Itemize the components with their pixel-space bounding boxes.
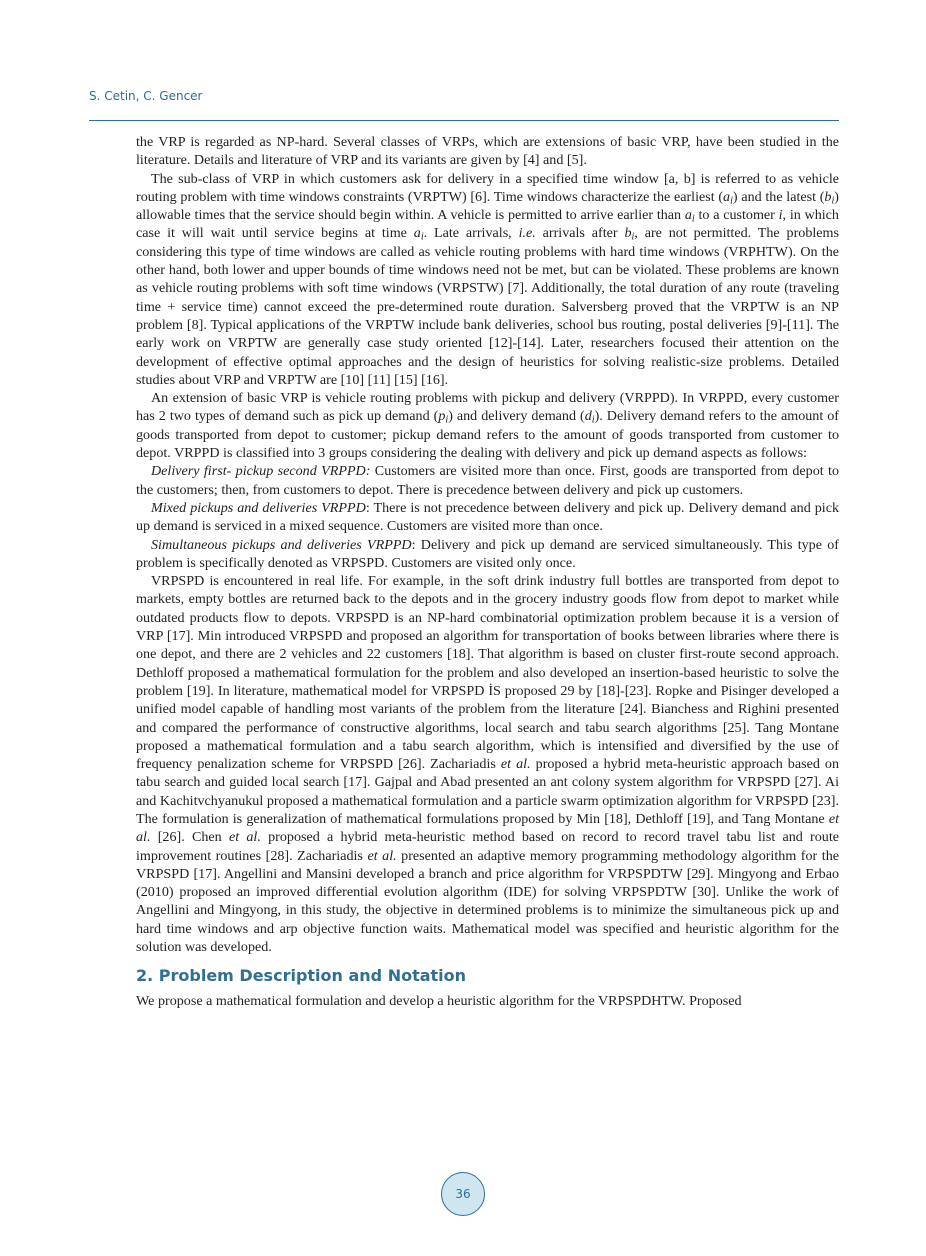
page-number: 36 — [455, 1187, 471, 1201]
paragraph-6: Simultaneous pickups and deliveries VRPPD: Delivery and pick up demand are serviced simultaneously. This type of problem is specifically denoted as VRPSPD. Customers are visited only once. — [136, 536, 839, 571]
paragraph-2: The sub-class of VRP in which customers ask for delivery in a specified time window [a, b] is referred to as vehicle routing problem with time windows constraints (VRPTW) [6]. Time windows characterize the earliest $(a_i)$ and the latest $(b_i)$ allowable times that the service should begin within. A vehicle is permitted to arrive earlier than $a_i$ to a customer i, in which case it will wait until service begins at time $a_i$. Late arrivals, i.e. arrivals after $b_i$, are not permitted. The problems considering this type of time windows are called as vehicle routing problems with hard time windows (VRPHTW). On the other hand, both lower and upper bounds of time windows need not be met, but can be violated. These problems are known as vehicle routing problems with soft time windows (VRPSTW) [7]. Additionally, the total duration of any route (traveling time + service time) cannot exceed the pre-determined route duration. Salversberg proved that the VRPTW is an NP problem [8]. Typical applications of the VRPTW include bank deliveries, school bus routing, postal deliveries [9]-[11]. The early work on VRPTW are generally case study oriented [12]-[14]. Later, researchers focused their attention on the development of effective optimal approaches and the design of heuristics for solving realistic-size problems. Detailed studies about VRP and VRPTW are [10] [11] [15] [16]. — [136, 170, 839, 388]
paragraph-4: Delivery first- pickup second VRPPD: Customers are visited more than once. First, goods are transported from depot to the customers; then, from customers to depot. There is precedence between delivery and pick up customers. — [136, 463, 839, 498]
paragraph-1: the VRP is regarded as NP-hard. Several classes of VRPs, which are extensions of basic VRP, have been studied in the literature. Details and literature of VRP and its variants are given by [4] and [5]. — [136, 134, 839, 169]
header-rule — [89, 120, 839, 121]
section-heading: 2. Problem Description and Notation — [136, 966, 467, 986]
paragraph-3: An extension of basic VRP is vehicle routing problems with pickup and delivery (VRPPD). In VRPPD, every customer has 2 two types of demand such as pick up demand $(p_i)$ and delivery demand $(d_i)$. Delivery demand refers to the amount of goods transported from depot to customer; pickup demand refers to the amount of goods transported from customer to depot. VRPPD is classified into 3 groups considering the dealing with delivery and pick up demand aspects as follows: — [136, 390, 839, 462]
running-head-authors: S. Cetin, C. Gencer — [89, 89, 203, 103]
paragraph-7: VRPSPD is encountered in real life. For example, in the soft drink industry full bottles are transported from depot to markets, empty bottles are returned back to the depots and in the grocery industry goods flow from depot to market while outdated products flow to depots. VRPSPD is an NP-hard combinatorial optimization problem because it is a version of VRP [17]. Min introduced VRPSPD and proposed an algorithm for transportation of books between libraries where there is one depot, and there are 2 vehicles and 22 customers [18]. That algorithm is based on cluster first-route second approach. Dethloff proposed a mathematical formulation for the problem and also developed an insertion-based heuristic to solve the problem [19]. In literature, mathematical model for VRPSPD İS proposed 29 by [18]-[23]. Ropke and Pisinger developed a unified model capable of handling most variants of the problem from the literature [24]. Bianchess and Righini presented and compared the performance of constructive algorithms, local search and tabu search algorithms [25]. Tang Montane proposed a mathematical formulation and a tabu search algorithm, which is intensified and diversified by the use of frequency penalization scheme for VRPSPD [26]. Zachariadis et al. proposed a hybrid meta-heuristic approach based on tabu search and guided local search [17]. Gajpal and Abad presented an ant colony system algorithm for VRPSPD [27]. Ai and Kachitvchyanukul proposed a mathematical formulation and a particle swarm optimization algorithm for VRPSPD [23]. The formulation is generalization of mathematical formulations proposed by Min [18], Dethloff [19], and Tang Montane et al. [26]. Chen et al. proposed a hybrid meta-heuristic method based on record to record travel tabu list and route improvement routines [28]. Zachariadis et al. presented an adaptive memory programming methodology algorithm for the VRPSPD [17]. Angellini and Mansini developed a branch and price algorithm for VRPSPDTW [29]. Mingyong and Erbao (2010) proposed an improved differential evolution algorithm (IDE) for solving VRPSPDTW [30]. Unlike the work of Angellini and Mingyong, in this study, the objective in determined problems is to minimize the simultaneous pick up and hard time windows and arp objective function waits. Mathematical model was specified and heuristic algorithm for the solution was developed. — [136, 573, 840, 956]
paragraph-5: Mixed pickups and deliveries VRPPD: There is not precedence between delivery and pick up. Delivery demand and pick up demand is serviced in a mixed sequence. Customers are visited more than once. — [136, 499, 840, 535]
body-text — [136, 133, 839, 1011]
page-number-badge — [441, 1172, 485, 1216]
section-intro-paragraph: We propose a mathematical formulation and develop a heuristic algorithm for the VRPSPDHTW. Proposed — [136, 993, 742, 1010]
